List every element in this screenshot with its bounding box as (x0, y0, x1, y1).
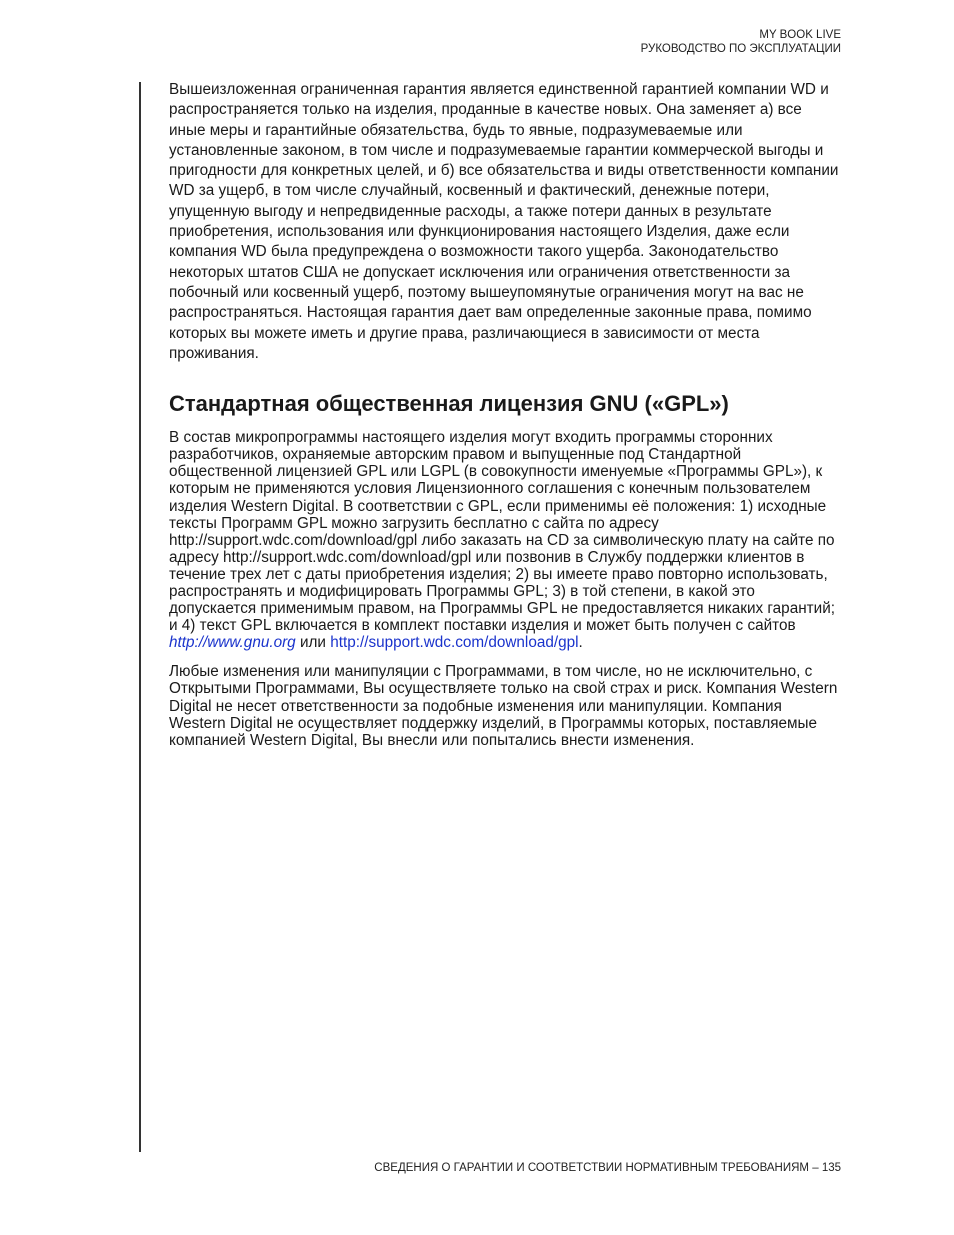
header-product-name: MY BOOK LIVE (759, 29, 841, 41)
page-content (169, 80, 841, 749)
margin-rule (139, 82, 141, 1152)
wdc-gpl-link[interactable]: http://support.wdc.com/download/gpl (330, 634, 579, 652)
gpl-heading: Стандартная общественная лицензия GNU («GPL») (169, 391, 729, 417)
page-header (641, 28, 841, 56)
footer-section-title: СВЕДЕНИЯ О ГАРАНТИИ И СООТВЕТСТВИИ НОРМАТИВНЫМ ТРЕБОВАНИЯМ (374, 1162, 810, 1174)
gpl-paragraph-2: Любые изменения или манипуляции с Программами, в том числе, но не исключительно, с Открытыми Программами, Вы осуществляете только на свой страх и риск. Компания Western Digital не несет ответственности за подобные изменения или манипуляции. Компания Western Digital не осуществляет поддержку изделий, в Программы которых, поставляемые компанией Western Digital, Вы внесли или попытались внести изменения. (169, 663, 838, 749)
footer-separator: – (809, 1162, 822, 1174)
warranty-paragraph: Вышеизложенная ограниченная гарантия является единственной гарантией компании WD и распространяется только на изделия, проданные в качестве новых. Она заменяет а) все иные меры и гарантийные обязательства, будь то явные, подразумеваемые или установленные законом, в том числе и подразумеваемые гарантии коммерческой выгоды и пригодности для конкретных целей, и б) все обязательства и виды ответственности компании WD за ущерб, в том числе случайный, косвенный и фактический, денежные потери, упущенную выгоду и непредвиденные расходы, а также потери данных в результате приобретения, использования или функционирования настоящего Изделия, даже если компания WD была предупреждена о возможности такого ущерба. Законодательство некоторых штатов США не допускает исключения или ограничения ответственности за побочный или косвенный ущерб, поэтому вышеупомянутые ограничения могут на вас не распространяться. Настоящая гарантия дает вам определенные законные права, помимо которых вы можете иметь и другие права, различающиеся в зависимости от места проживания. (169, 81, 839, 362)
gpl-paragraph-1-text: В состав микропрограммы настоящего изделия могут входить программы сторонних разработчиков, охраняемые авторским правом и выпущенные под Стандартной общественной лицензией GPL или LGPL (в совокупности именуемые «Программы GPL»), к которым не применяются условия Лицензионного соглашения с конечным пользователем изделия Western Digital. В соответствии с GPL, если применимы её положения: 1) исходные тексты Программ GPL можно загрузить бесплатно с сайта по адресу http://support.wdc.com/download/gpl либо заказать на CD за символическую плату на сайте по адресу http://support.wdc.com/download/gpl или позвонив в Службу поддержки клиентов в течение трех лет с даты приобретения изделия; 2) вы имеете право повторно использовать, распространять и модифицировать Программы GPL; 3) в той степени, в какой это допускается применимым правом, на Программы GPL не предоставляется никаких гарантий; и 4) текст GPL включается в комплект поставки изделия и может быть получен с сайтов (169, 429, 835, 635)
gpl-paragraph-1 (169, 429, 841, 651)
page-footer (374, 1161, 841, 1175)
link-joiner: или (295, 634, 331, 652)
gnu-link[interactable]: http://www.gnu.org (169, 634, 296, 652)
header-manual-title: РУКОВОДСТВО ПО ЭКСПЛУАТАЦИИ (640, 43, 841, 55)
page-number: 135 (821, 1162, 841, 1174)
paragraph-end: . (578, 634, 583, 652)
